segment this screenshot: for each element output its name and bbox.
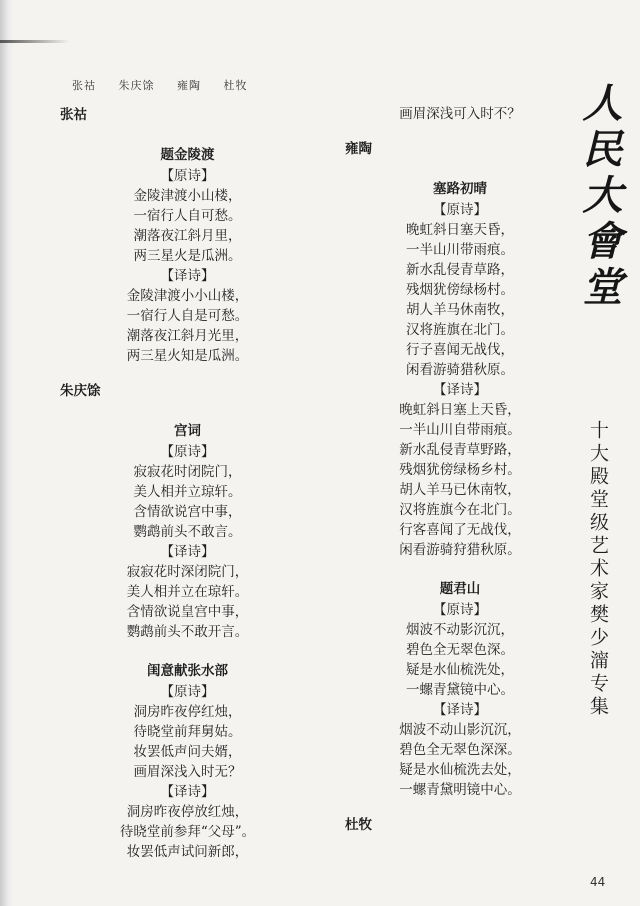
poem-line: 烟波不动山影沉沉， <box>399 722 521 738</box>
poem-line: 洞房昨夜停放红烛， <box>126 804 249 820</box>
header-name: 张祜 <box>72 79 96 92</box>
poem-line: 残烟犹傍绿杨乡村。 <box>399 462 521 478</box>
poem-line: 寂寂花时深闭院门， <box>126 564 249 580</box>
poem-line: 画眉深浅入时无？ <box>133 764 242 780</box>
vertical-book-title: 人民大會堂 <box>576 82 622 312</box>
poem-line: 胡人羊马休南牧， <box>406 302 514 318</box>
poem-line: 行客喜闻了无战伐， <box>399 522 521 538</box>
poem-line: 含情欲说宫中事， <box>133 504 242 520</box>
poem-line: 美人相并立琼轩。 <box>133 484 242 500</box>
poem-line: 汉将旌旗今在北门。 <box>399 502 521 518</box>
page-edge <box>0 0 14 906</box>
poem-line: 妆罢低声试问新郎， <box>126 844 249 860</box>
poem-line: 一半山川带雨痕。 <box>406 242 514 258</box>
poem-line: 一宿行人自是可愁。 <box>126 308 249 324</box>
poem-line: 新水乱侵青草路， <box>406 262 514 278</box>
left-column <box>60 104 315 862</box>
original-label: 【原诗】 <box>433 602 487 618</box>
poem-line: 碧色全无翠色深深。 <box>399 742 521 758</box>
original-label: 【原诗】 <box>160 168 215 184</box>
header-name: 杜牧 <box>223 79 248 92</box>
poem-line: 美人相并立在琼轩。 <box>126 584 249 600</box>
author-name: 杜牧 <box>345 817 372 833</box>
poem-line: 含情欲说皇宫中事， <box>126 604 249 620</box>
poem-line: 一半山川自带雨痕。 <box>399 422 521 438</box>
poem-title: 宫词 <box>174 423 201 439</box>
poem <box>345 178 575 560</box>
poem-line: 一螺青黛明镜中心。 <box>399 782 521 798</box>
poem-line: 一螺青黛镜中心。 <box>406 682 514 698</box>
author-name: 张祜 <box>60 107 87 123</box>
poem-line: 一宿行人自可愁。 <box>133 208 242 224</box>
poem-line: 待晓堂前拜舅姑。 <box>133 724 242 740</box>
poem <box>60 660 315 862</box>
poem-line: 鹦鹉前头不敢开言。 <box>126 624 249 640</box>
poem-line: 金陵津渡小小山楼， <box>126 288 249 304</box>
poem-line: 行子喜闻无战伐， <box>406 342 514 358</box>
poem-line: 两三星火知是瓜洲。 <box>126 348 249 364</box>
original-label: 【原诗】 <box>160 444 215 460</box>
poem-line: 疑是水仙梳洗去处， <box>399 762 521 778</box>
poem-line: 潮落夜江斜月里， <box>133 228 242 244</box>
poem-line: 碧色全无翠色深。 <box>406 642 514 658</box>
translation-label: 【译诗】 <box>160 544 215 560</box>
poem-title: 题君山 <box>439 581 481 597</box>
author-name: 朱庆馀 <box>60 383 101 399</box>
poem-line: 待晓堂前参拜“父母”。 <box>119 824 256 840</box>
poem-title: 题金陵渡 <box>160 147 215 163</box>
poem-title: 闺意献张水部 <box>147 663 228 679</box>
vertical-book-subtitle: 十大殿堂级艺术家樊少澝专集 <box>587 420 609 719</box>
poem-line: 妆罢低声问夫婿， <box>133 744 242 760</box>
poem-line: 晚虹斜日塞上天昏， <box>399 402 521 418</box>
poem-line: 晚虹斜日塞天昏， <box>406 222 514 238</box>
original-label: 【原诗】 <box>160 684 215 700</box>
poem-line: 新水乱侵青草野路， <box>399 442 521 458</box>
header-name: 雍陶 <box>177 79 201 92</box>
author-name: 雍陶 <box>345 141 372 157</box>
poem-line: 金陵津渡小山楼， <box>133 188 242 204</box>
poem <box>345 578 575 800</box>
running-header <box>72 77 266 93</box>
poem-line: 胡人羊马已休南牧， <box>399 482 521 498</box>
poem-line: 洞房昨夜停红烛， <box>133 704 242 720</box>
poem <box>60 420 315 642</box>
translation-label: 【译诗】 <box>433 382 487 398</box>
translation-label: 【译诗】 <box>433 702 487 718</box>
poem-line: 鹦鹉前头不敢言。 <box>133 524 242 540</box>
translation-label: 【译诗】 <box>160 784 215 800</box>
page-shadow <box>0 40 70 43</box>
original-label: 【原诗】 <box>433 202 487 218</box>
poem-line: 烟波不动影沉沉， <box>406 622 514 638</box>
poem-line: 两三星火是瓜洲。 <box>133 248 242 264</box>
poem-line: 汉将旌旗在北门。 <box>406 322 514 338</box>
continued-poem-line: 画眉深浅可入时不？ <box>399 106 521 122</box>
poem-line: 潮落夜江斜月光里， <box>126 328 249 344</box>
poem-title: 塞路初晴 <box>433 181 487 197</box>
header-name: 朱庆馀 <box>118 79 155 92</box>
poem-line: 寂寂花时闭院门， <box>133 464 242 480</box>
poem-line: 闲看游骑猎秋原。 <box>406 362 514 378</box>
poem-line: 疑是水仙梳洗处， <box>406 662 514 678</box>
poem-line: 闲看游骑狩猎秋原。 <box>399 542 521 558</box>
poem <box>60 144 315 366</box>
right-column <box>345 104 575 836</box>
translation-label: 【译诗】 <box>160 268 215 284</box>
page-number: 44 <box>590 875 606 889</box>
poem-line: 残烟犹傍绿杨村。 <box>406 282 514 298</box>
